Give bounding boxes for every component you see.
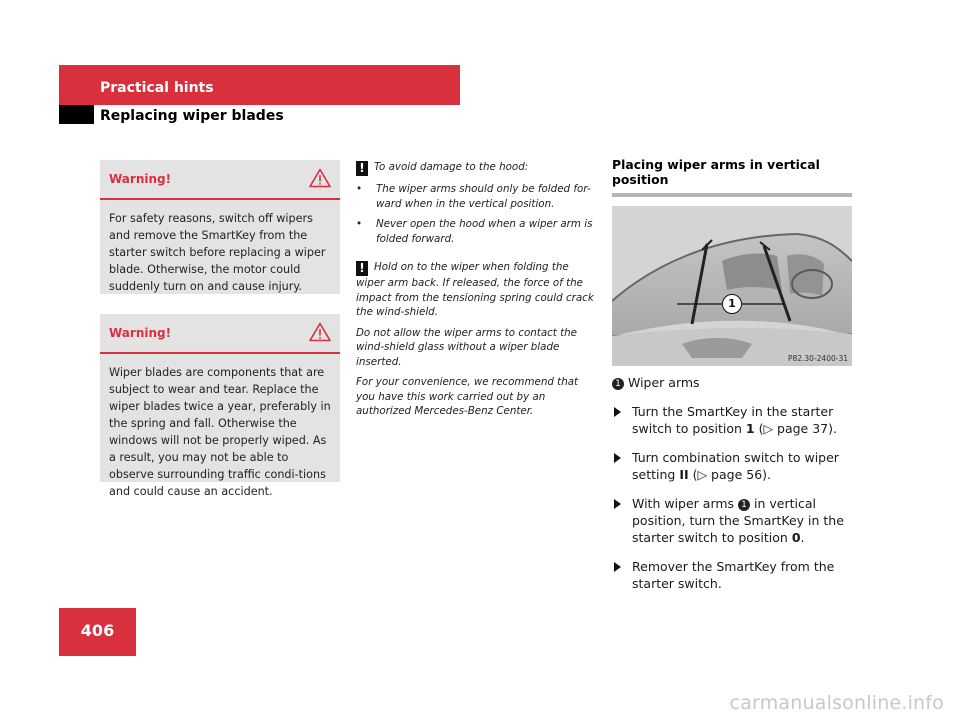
note-paragraph: Do not allow the wiper arms to contact the wind-shield glass without a wiper blade inserted. — [356, 326, 578, 368]
note-bullet — [356, 217, 596, 246]
instruction-step-1 — [612, 403, 852, 437]
step-position-value: 0 — [791, 530, 801, 545]
instruction-step-2 — [612, 449, 852, 483]
caution-exclamation-icon: ! — [356, 261, 368, 276]
warning-triangle-icon — [309, 168, 331, 188]
step-text: With wiper arms — [632, 496, 739, 511]
page-number: 406 — [80, 621, 115, 640]
step-page-reference: (▷ page 37). — [754, 421, 837, 436]
warning-box-1 — [100, 160, 340, 294]
callout-circle-icon: 1 — [738, 499, 750, 511]
note-text: To avoid damage to the hood: — [374, 161, 529, 173]
caption-text: Wiper arms — [627, 375, 700, 390]
warning-title: Warning! — [109, 326, 172, 340]
watermark-text: carmanualsonline.info — [729, 692, 944, 714]
note-1-intro — [356, 160, 596, 176]
wiper-arms-illustration — [612, 206, 852, 366]
notes-column — [356, 160, 596, 425]
instruction-step-4 — [612, 558, 852, 592]
step-setting-value: II — [679, 467, 689, 482]
step-text: in vertical position, turn the SmartKey in the starter switch to position — [632, 496, 844, 545]
step-arrow-icon — [614, 562, 621, 572]
figure-reference-code: P82.30-2400-31 — [787, 354, 848, 363]
warning-text: For safety reasons, switch off wipers and remove the SmartKey from the starter switch before replacing a wiper blade. Otherwise, the motor could suddenly turn on and cause injury. — [109, 212, 326, 293]
bullet-dot-icon: • — [356, 183, 363, 195]
step-arrow-icon — [614, 499, 621, 509]
step-arrow-icon — [614, 453, 621, 463]
step-arrow-icon — [614, 407, 621, 417]
section-title: Practical hints — [100, 80, 214, 96]
instruction-step-3 — [612, 495, 852, 546]
header-tab-marker — [59, 105, 94, 124]
step-position-value: 1 — [745, 421, 755, 436]
warning-header — [100, 314, 340, 354]
warning-text: Wiper blades are components that are subject to wear and tear. Replace the wiper blades twice a year, preferably in the spring and fall. Otherwise the windows will not be properly wiped. As a result, you may not be able to observe surrounding traffic condi-tions and could cause an accident. — [109, 366, 331, 498]
page-subtitle: Replacing wiper blades — [100, 108, 284, 124]
warning-header — [100, 160, 340, 200]
figure-caption — [612, 374, 852, 391]
step-page-reference: (▷ page 56). — [688, 467, 772, 482]
note-text: Hold on to the wiper when folding the wiper arm back. If released, the force of the impact from the tensioning spring could crack the wind-shield. — [356, 261, 594, 318]
instructions-heading: Placing wiper arms in vertical position — [612, 157, 852, 197]
warning-title: Warning! — [109, 172, 172, 186]
note-2-first — [356, 260, 596, 320]
note-text: The wiper arms should only be folded for-ward when in the vertical position. — [376, 183, 591, 210]
step-text: Remover the SmartKey from the starter switch. — [632, 559, 835, 591]
callout-number-1: 1 — [722, 294, 742, 314]
warning-box-2 — [100, 314, 340, 498]
step-text: . — [800, 530, 805, 545]
step-text: Turn combination switch to wiper setting — [632, 450, 839, 482]
caution-exclamation-icon: ! — [356, 161, 368, 176]
bullet-dot-icon: • — [356, 218, 363, 230]
callout-circle-icon: 1 — [612, 378, 624, 390]
warning-triangle-icon — [309, 322, 331, 342]
instructions-column — [612, 157, 852, 592]
step-text: Turn the SmartKey in the starter switch to position — [632, 404, 834, 436]
note-bullet — [356, 182, 596, 211]
car-windshield-drawing — [612, 206, 852, 366]
note-paragraph: For your convenience, we recommend that you have this work carried out by an authorized Mercedes-Benz Center. — [356, 376, 579, 417]
note-text: Never open the hood when a wiper arm is folded forward. — [376, 218, 593, 245]
